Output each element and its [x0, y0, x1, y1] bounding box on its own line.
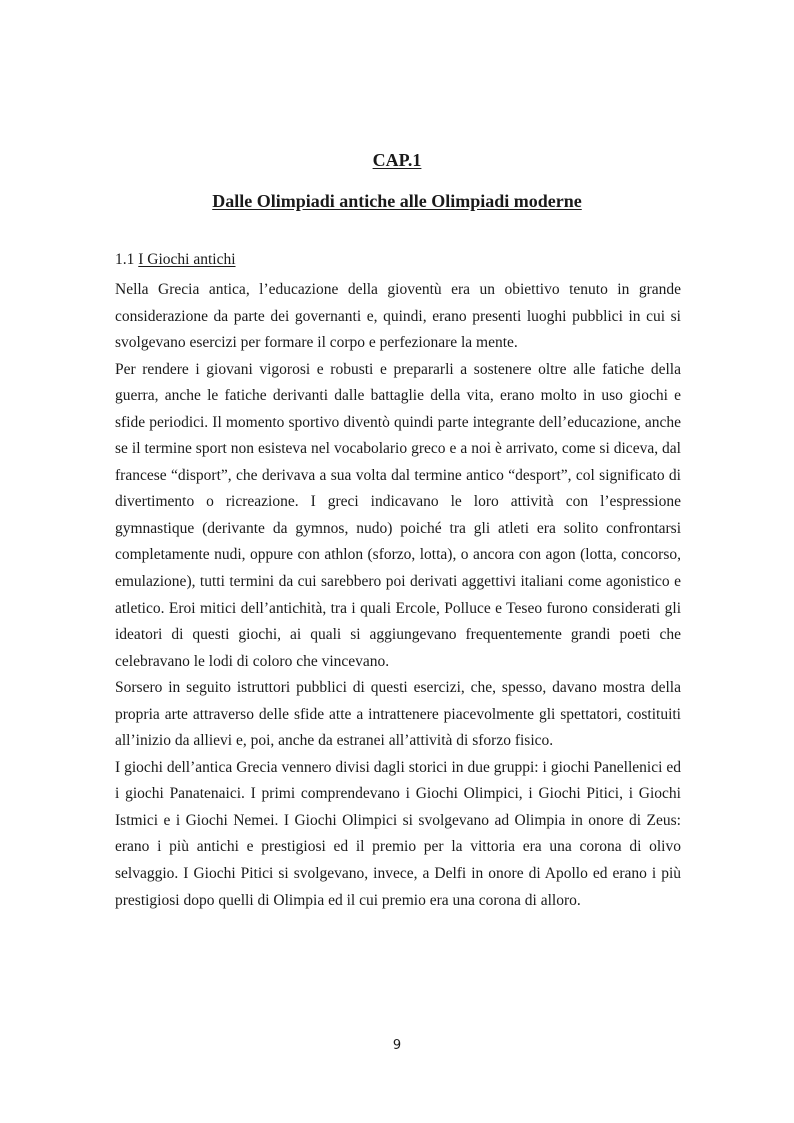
- chapter-label: CAP.1: [372, 150, 422, 170]
- paragraph: Nella Grecia antica, l’educazione della gioventù era un obiettivo tenuto in grande considerazione da parte dei governanti e, quindi, erano presenti luoghi pubblici in cui si svolgevano esercizi per formare il corpo e perfezionare la mente.: [115, 281, 681, 352]
- body-text: [115, 277, 681, 914]
- paragraph: Per rendere i giovani vigorosi e robusti e prepararli a sostenere oltre alle fatiche della guerra, anche le fatiche derivanti dalle battaglie della vita, erano molto in uso giochi e sfide periodici. Il momento sportivo diventò quindi parte integrante dell’educazione, anche se il termine sport non esisteva nel vocabolario greco e a noi è arrivato, come si diceva, dal francese “disport”, che derivava a sua volta dal termine antico “desport”, col significato di divertimento o ricreazione. I greci indicavano le loro attività con l’espressione gymnastique (derivante da gymnos, nudo) poiché tra gli atleti era solito confrontarsi completamente nudi, oppure con athlon (sforzo, lotta), o ancora con agon (lotta, concorso, emulazione), tutti termini da cui sarebbero poi derivati aggettivi italiani come agonistico e atletico. Eroi mitici dell’antichità, tra i quali Ercole, Polluce e Teseo furono considerati gli ideatori di questi giochi, ai quali si aggiungevano frequentemente grandi poeti che celebravano le lodi di coloro che vincevano.: [115, 360, 681, 670]
- page-number: 9: [392, 1038, 402, 1053]
- section-title: I Giochi antichi: [138, 251, 236, 268]
- paragraph: I giochi dell’antica Grecia vennero divisi dagli storici in due gruppi: i giochi Panellenici ed i giochi Panatenaici. I primi comprendevano i Giochi Olimpici, i Giochi Pitici, i Giochi Istmici e i Giochi Nemei. I Giochi Olimpici si svolgevano ad Olimpia in onore di Zeus: erano i più antichi e prestigiosi ed il premio per la vittoria era una corona di olivo selvaggio. I Giochi Pitici si svolgevano, invece, a Delfi in onore di Apollo ed erano i più prestigiosi dopo quelli di Olimpia ed il cui premio era una corona di alloro.: [115, 758, 681, 909]
- section-number: 1.1: [115, 251, 135, 268]
- paragraph: Sorsero in seguito istruttori pubblici di questi esercizi, che, spesso, davano mostra della propria arte attraverso delle sfide atte a intrattenere piacevolmente gli spettatori, costituiti all’inizio da allievi e, poi, anche da estranei all’attività di sforzo fisico.: [115, 679, 681, 750]
- section-heading: [115, 251, 236, 269]
- chapter-title: Dalle Olimpiadi antiche alle Olimpiadi moderne: [212, 191, 582, 211]
